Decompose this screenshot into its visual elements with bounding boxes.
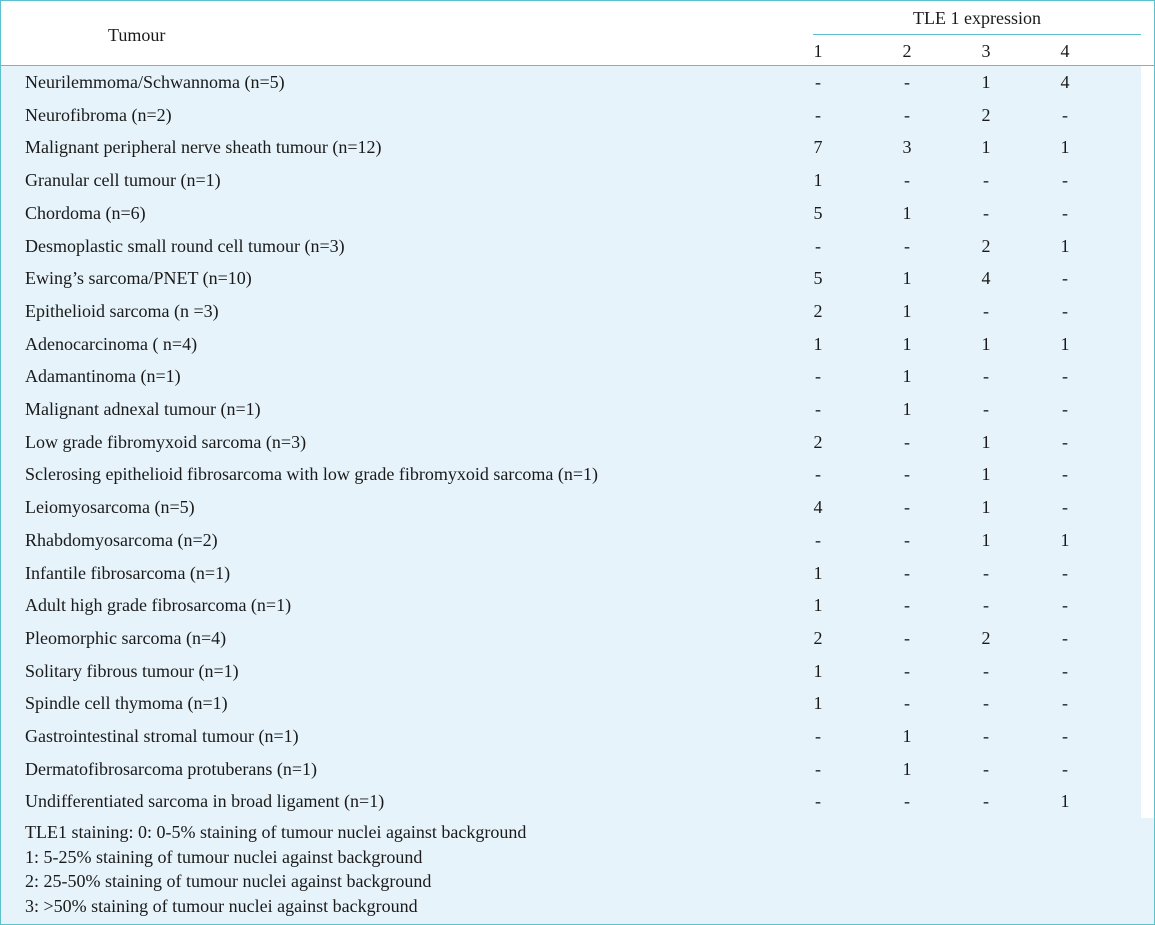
tumour-name: Malignant adnexal tumour (n=1) [25, 399, 261, 419]
tumour-name: Malignant peripheral nerve sheath tumour (n=12) [25, 137, 382, 158]
expression-cell-4: 1 [1060, 235, 1070, 256]
expression-cell-1: - [815, 366, 821, 387]
expression-cell-4: - [1062, 595, 1068, 616]
tumour-column-header: Tumour [108, 25, 166, 45]
expression-cell-4: 1 [1060, 529, 1070, 550]
expression-cell-2: - [904, 464, 910, 485]
expression-cell-2: 1 [902, 399, 912, 419]
level-header-4: 4 [1060, 41, 1070, 61]
group-header-rule [813, 34, 1141, 35]
expression-cell-3: - [983, 562, 989, 583]
expression-cell-3: 1 [981, 497, 991, 518]
tumour-name: Spindle cell thymoma (n=1) [25, 693, 228, 714]
expression-cell-3: - [983, 366, 989, 387]
footnote-line: 2: 25-50% staining of tumour nuclei against background [25, 871, 432, 891]
expression-cell-2: 1 [902, 202, 912, 223]
tumour-name: Undifferentiated sarcoma in broad ligament (n=1) [25, 791, 385, 812]
table-row [1, 753, 1141, 785]
table-row [1, 131, 1141, 163]
expression-cell-1: 2 [813, 300, 823, 321]
expression-cell-3: - [983, 202, 989, 223]
expression-cell-1: 5 [813, 268, 823, 289]
table-row [1, 589, 1141, 621]
table-row [1, 687, 1141, 719]
tumour-name: Desmoplastic small round cell tumour (n=3) [25, 235, 345, 256]
expression-cell-2: - [904, 595, 910, 616]
expression-cell-2: - [904, 104, 910, 125]
tumour-name: Adamantinoma (n=1) [25, 366, 181, 387]
table-row [1, 622, 1141, 654]
table-header [1, 1, 1154, 66]
expression-cell-3: 1 [981, 72, 991, 92]
expression-cell-2: - [904, 431, 910, 452]
expression-cell-1: 1 [813, 660, 823, 681]
expression-cell-4: - [1062, 562, 1068, 583]
expression-cell-3: 2 [981, 104, 991, 125]
expression-cell-4: 1 [1060, 137, 1070, 158]
tumour-name: Adult high grade fibrosarcoma (n=1) [25, 595, 292, 616]
tumour-name: Sclerosing epithelioid fibrosarcoma with low grade fibromyxoid sarcoma (n=1) [25, 464, 599, 485]
expression-cell-1: 1 [813, 562, 823, 583]
tumour-name: Pleomorphic sarcoma (n=4) [25, 627, 227, 648]
table-row [1, 426, 1141, 458]
tumour-name: Low grade fibromyxoid sarcoma (n=3) [25, 431, 307, 452]
expression-cell-3: - [983, 399, 989, 419]
level-header-2: 2 [902, 41, 912, 61]
expression-cell-4: - [1062, 202, 1068, 223]
expression-cell-3: - [983, 791, 989, 812]
expression-cell-2: - [904, 235, 910, 256]
expression-cell-1: 1 [813, 595, 823, 616]
tumour-name: Epithelioid sarcoma (n =3) [25, 300, 219, 321]
expression-cell-2: - [904, 72, 910, 92]
expression-cell-4: - [1062, 627, 1068, 648]
table-body [1, 66, 1141, 818]
expression-cell-4: 1 [1060, 333, 1070, 354]
expression-cell-3: 2 [981, 627, 991, 648]
tumour-name: Solitary fibrous tumour (n=1) [25, 660, 239, 681]
expression-cell-2: - [904, 660, 910, 681]
expression-cell-2: - [904, 693, 910, 714]
expression-cell-1: - [815, 399, 821, 419]
table-row [1, 393, 1141, 425]
tumour-name: Dermatofibrosarcoma protuberans (n=1) [25, 758, 318, 779]
tle1-expression-header: TLE 1 expression [913, 8, 1041, 28]
expression-cell-3: 1 [981, 464, 991, 485]
level-header-1: 1 [813, 41, 823, 61]
expression-cell-1: 1 [813, 693, 823, 714]
tumour-name: Neurilemmoma/Schwannoma (n=5) [25, 72, 285, 92]
tumour-name: Chordoma (n=6) [25, 202, 146, 223]
expression-cell-4: 1 [1060, 791, 1070, 812]
expression-cell-1: - [815, 529, 821, 550]
expression-cell-4: - [1062, 399, 1068, 419]
expression-cell-4: - [1062, 431, 1068, 452]
expression-cell-2: 1 [902, 333, 912, 354]
table-row [1, 491, 1141, 523]
expression-cell-3: 2 [981, 235, 991, 256]
expression-cell-4: - [1062, 464, 1068, 485]
table-row [1, 164, 1141, 196]
table-footnotes [1, 818, 1154, 924]
tumour-name: Gastrointestinal stromal tumour (n=1) [25, 726, 299, 746]
expression-cell-1: 1 [813, 333, 823, 354]
expression-cell-4: - [1062, 693, 1068, 714]
expression-cell-2: 1 [902, 726, 912, 746]
table-row [1, 328, 1141, 360]
expression-cell-2: 1 [902, 366, 912, 387]
footnote-line: 3: >50% staining of tumour nuclei against background [25, 896, 418, 916]
expression-cell-2: - [904, 497, 910, 518]
expression-cell-3: - [983, 660, 989, 681]
expression-cell-4: - [1062, 758, 1068, 779]
expression-cell-3: 4 [981, 268, 991, 289]
tumour-name: Granular cell tumour (n=1) [25, 170, 221, 191]
expression-cell-4: - [1062, 660, 1068, 681]
expression-cell-1: 7 [813, 137, 823, 158]
table-row [1, 66, 1141, 98]
expression-cell-3: - [983, 300, 989, 321]
tumour-name: Infantile fibrosarcoma (n=1) [25, 562, 231, 583]
tumour-name: Adenocarcinoma ( n=4) [25, 333, 198, 354]
expression-cell-2: - [904, 529, 910, 550]
expression-cell-3: - [983, 595, 989, 616]
expression-cell-2: - [904, 170, 910, 191]
expression-cell-2: - [904, 627, 910, 648]
expression-cell-1: - [815, 791, 821, 812]
table-row [1, 655, 1141, 687]
expression-cell-1: 2 [813, 627, 823, 648]
expression-cell-2: 1 [902, 758, 912, 779]
expression-cell-4: - [1062, 497, 1068, 518]
expression-cell-3: - [983, 758, 989, 779]
expression-cell-2: 1 [902, 300, 912, 321]
table-row [1, 785, 1141, 817]
table-row [1, 197, 1141, 229]
expression-cell-3: 1 [981, 529, 991, 550]
expression-cell-1: 4 [813, 497, 823, 518]
expression-cell-4: - [1062, 300, 1068, 321]
footnote-line: TLE1 staining: 0: 0-5% staining of tumour nuclei against background [25, 822, 527, 842]
tumour-name: Rhabdomyosarcoma (n=2) [25, 529, 218, 550]
expression-cell-1: - [815, 758, 821, 779]
expression-cell-1: 5 [813, 202, 823, 223]
expression-cell-4: 4 [1060, 72, 1070, 92]
table-row [1, 99, 1141, 131]
expression-cell-1: - [815, 104, 821, 125]
expression-cell-3: 1 [981, 333, 991, 354]
table-row [1, 230, 1141, 262]
table-row [1, 295, 1141, 327]
expression-cell-2: - [904, 791, 910, 812]
table-row [1, 458, 1141, 490]
expression-cell-2: 3 [902, 137, 912, 158]
expression-cell-3: 1 [981, 431, 991, 452]
level-header-3: 3 [981, 41, 991, 61]
expression-cell-3: 1 [981, 137, 991, 158]
expression-cell-4: - [1062, 268, 1068, 289]
footnote-line: 1: 5-25% staining of tumour nuclei against background [25, 847, 423, 867]
expression-cell-1: 1 [813, 170, 823, 191]
expression-cell-1: - [815, 235, 821, 256]
expression-cell-4: - [1062, 366, 1068, 387]
expression-cell-2: 1 [902, 268, 912, 289]
tumour-name: Leiomyosarcoma (n=5) [25, 497, 195, 518]
expression-cell-4: - [1062, 104, 1068, 125]
table-row [1, 262, 1141, 294]
expression-cell-2: - [904, 562, 910, 583]
expression-cell-1: 2 [813, 431, 823, 452]
expression-cell-1: - [815, 464, 821, 485]
expression-cell-3: - [983, 693, 989, 714]
expression-cell-4: - [1062, 170, 1068, 191]
table-row [1, 524, 1141, 556]
expression-cell-3: - [983, 170, 989, 191]
expression-cell-3: - [983, 726, 989, 746]
expression-cell-1: - [815, 726, 821, 746]
tumour-name: Neurofibroma (n=2) [25, 104, 172, 125]
table-row [1, 720, 1141, 752]
table-row [1, 360, 1141, 392]
expression-cell-4: - [1062, 726, 1068, 746]
table-row [1, 557, 1141, 589]
tumour-name: Ewing’s sarcoma/PNET (n=10) [25, 268, 252, 289]
expression-cell-1: - [815, 72, 821, 92]
